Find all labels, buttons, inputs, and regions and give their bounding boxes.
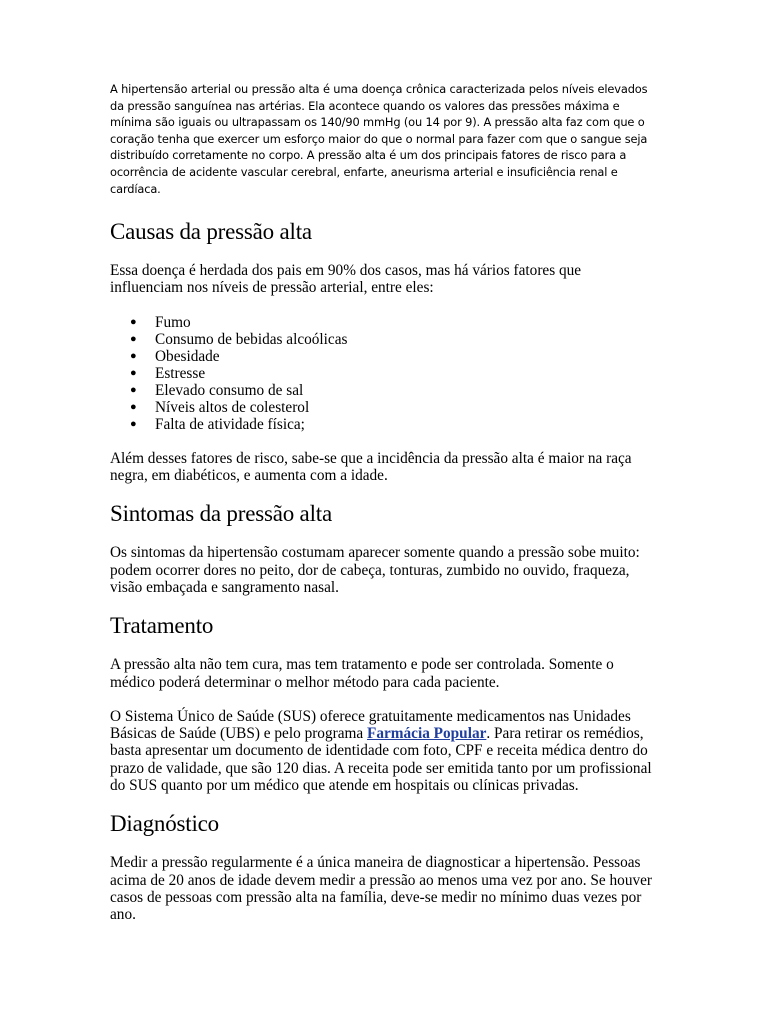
bullet-icon: ● — [130, 417, 137, 430]
bullet-icon: ● — [130, 366, 137, 379]
bullet-icon: ● — [130, 332, 137, 345]
list-item-text: Elevado consumo de sal — [155, 381, 304, 399]
bullet-icon: ● — [130, 315, 137, 328]
tratamento-text-before-link: O Sistema Único de Saúde (SUS) oferece gratuitamente medicamentos nas Unidades Básicas de Saúde (UBS) e pelo programa — [110, 707, 631, 743]
tratamento-paragraph-1: A pressão alta não tem cura, mas tem tratamento e pode ser controlada. Somente o médico poderá determinar o melhor método para cada paciente. — [110, 656, 614, 691]
heading-tratamento: Tratamento — [110, 613, 214, 639]
list-item-text: Níveis altos de colesterol — [155, 398, 310, 416]
diagnostico-paragraph: Medir a pressão regularmente é a única maneira de diagnosticar a hipertensão. Pessoas acima de 20 anos de idade devem medir a pressão ao menos uma vez por ano. Se houver casos de pessoas com pressão alta na família, deve-se medir no mínimo duas vezes por ano. — [110, 854, 653, 924]
list-item — [110, 314, 768, 331]
list-item-text: Estresse — [155, 364, 206, 382]
list-item — [110, 399, 768, 416]
list-item — [110, 416, 768, 433]
bullet-icon: ● — [130, 383, 137, 396]
heading-sintomas: Sintomas da pressão alta — [110, 501, 332, 527]
sintomas-paragraph: Os sintomas da hipertensão costumam aparecer somente quando a pressão sobe muito: podem ocorrer dores no peito, dor de cabeça, tonturas, zumbido no ouvido, fraqueza, visão embaçada e sangramento nasal. — [110, 544, 640, 596]
causas-list — [110, 314, 768, 433]
tratamento-paragraph-2 — [110, 708, 655, 794]
intro-paragraph: A hipertensão arterial ou pressão alta é uma doença crônica caracterizada pelos níveis elevados da pressão sanguínea nas artérias. Ela acontece quando os valores das pressões máxima e mínima são iguais ou ultrapassam os 140/90 mmHg (ou 14 por 9). A pressão alta faz com que o coração tenha que exercer um esforço maior do que o normal para fazer com que o sangue seja distribuído corretamente no corpo. A pressão alta é um dos principais fatores de risco para a ocorrência de acidente vascular cerebral, enfarte, aneurisma arterial e insuficiência renal e cardíaca. — [110, 82, 648, 196]
list-item — [110, 365, 768, 382]
list-item-text: Obesidade — [155, 347, 220, 365]
list-item — [110, 348, 768, 365]
causas-lead-paragraph: Essa doença é herdada dos pais em 90% dos casos, mas há vários fatores que influenciam nos níveis de pressão arterial, entre eles: — [110, 262, 582, 297]
list-item — [110, 331, 768, 348]
list-item-text: Falta de atividade física; — [155, 415, 305, 433]
list-item — [110, 382, 768, 399]
farmacia-popular-link[interactable]: Farmácia Popular — [367, 725, 487, 743]
heading-causas: Causas da pressão alta — [110, 219, 312, 245]
causas-after-paragraph: Além desses fatores de risco, sabe-se que a incidência da pressão alta é maior na raça negra, em diabéticos, e aumenta com a idade. — [110, 449, 632, 485]
list-item-text: Consumo de bebidas alcoólicas — [155, 330, 348, 348]
tratamento-text-after-link: . Para retirar os remédios, basta apresentar um documento de identidade com foto, CPF e receita médica dentro do prazo de validade, que são 120 dias. A receita pode ser emitida tanto por um profissional do SUS quanto por um médico que atende em hospitais ou clínicas privadas. — [110, 725, 652, 795]
heading-diagnostico: Diagnóstico — [110, 811, 219, 837]
bullet-icon: ● — [130, 349, 137, 362]
bullet-icon: ● — [130, 400, 137, 413]
list-item-text: Fumo — [155, 313, 191, 331]
